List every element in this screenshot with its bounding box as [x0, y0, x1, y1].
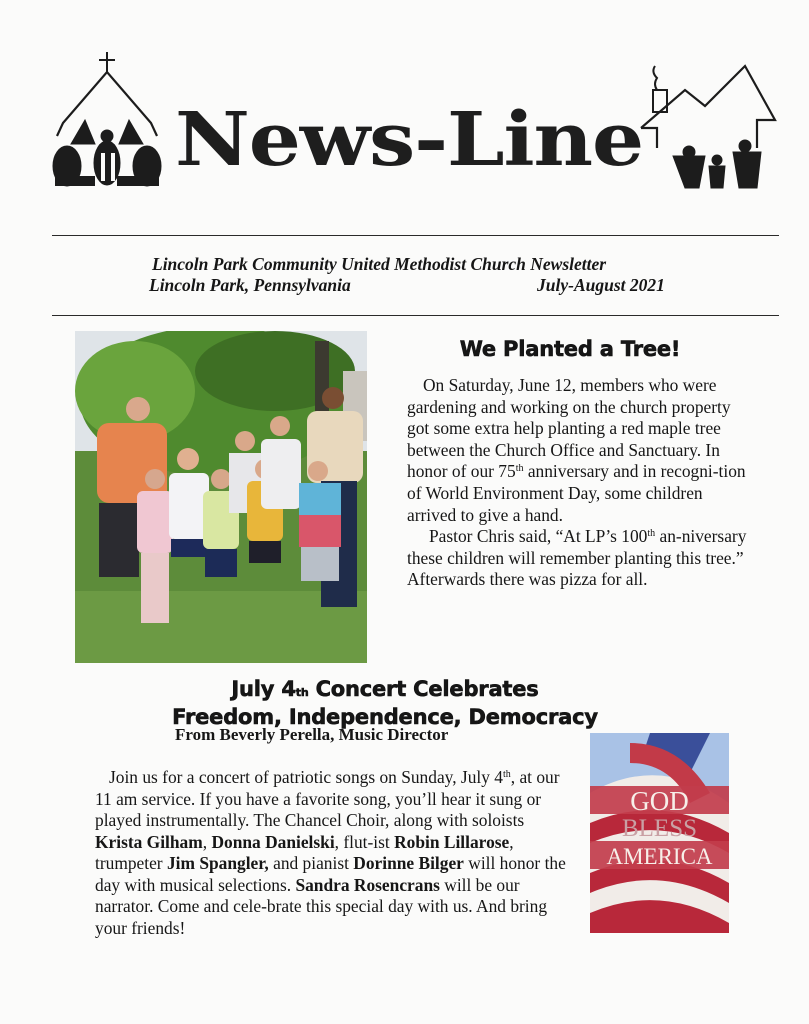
god-bless-america-image [590, 733, 729, 933]
house-with-family-icon [641, 66, 775, 188]
article-title-tree: We Planted a Tree! [459, 337, 681, 361]
newsletter-subtitle: Lincoln Park Community United Methodist Church Newsletter [152, 254, 607, 274]
newsletter-issue-date: July-August 2021 [537, 275, 665, 295]
masthead-logo [45, 48, 780, 193]
flag-text-america: AMERICA [606, 844, 713, 869]
flag-text-bless: BLESS [621, 815, 698, 842]
article-body-tree [407, 375, 747, 591]
church-with-people-icon [53, 52, 161, 186]
group-photo [75, 331, 367, 663]
logo-text: News-Line [175, 97, 643, 183]
header-rule-bottom [52, 315, 779, 316]
article-byline: From Beverly Perella, Music Director [175, 725, 449, 744]
article-paragraph: Join us for a concert of patriotic songs on Sunday, July 4th, at our 11 am service. If you have a favorite song, you’ll hear it sung or played instrumentally. The Chancel Choir, along with soloists Krista Gilham, Donna Danielski, flut-ist Robin Lillarose, trumpeter Jim Spangler, and pianist Dorinne Bilger will honor the day with musical selections. Sandra Rosencrans will be our narrator. Come and cele-brate this special day with us. And bring your friends! [95, 767, 566, 938]
article-title-concert: July 4th Concert Celebrates Freedom, Independence, Democracy [172, 677, 598, 729]
article-body-concert [95, 767, 575, 939]
article-paragraph: On Saturday, June 12, members who were gardening and working on the church property got some extra help planting a red maple tree between the Church Office and Sanctuary. In honor of our 75th anniversary and in recogni-tion of World Environment Day, some children arrived to give a hand. [407, 375, 746, 525]
article-paragraph: Pastor Chris said, “At LP’s 100th an-niversary these children will remember planting this tree.” Afterwards there was pizza for all. [407, 526, 747, 590]
newsletter-location: Lincoln Park, Pennsylvania [149, 275, 351, 295]
flag-text-god: GOD [630, 786, 689, 816]
header-rule-top [52, 235, 779, 236]
